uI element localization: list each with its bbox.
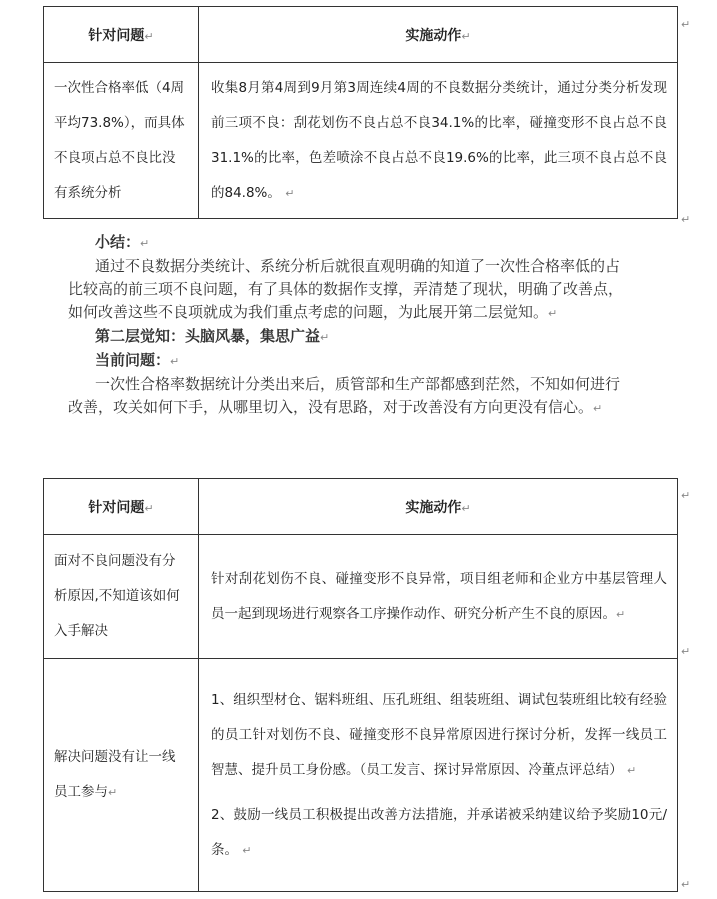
table1-header-problem: 针对问题↵ bbox=[44, 7, 199, 63]
summary-heading: 小结：↵ bbox=[95, 233, 150, 251]
problem-action-table-1 bbox=[43, 6, 678, 219]
end-of-row-mark: ↵ bbox=[681, 18, 691, 31]
summary-section bbox=[68, 231, 628, 420]
table1-header-action: 实施动作↵ bbox=[199, 7, 678, 63]
table2-header-action: 实施动作↵ bbox=[199, 479, 678, 535]
current-issue-body: 一次性合格率数据统计分类出来后，质管部和生产部都感到茫然，不知如何进行改善，攻关如何下手，从哪里切入，没有思路，对于改善没有方向更没有信心。↵ bbox=[68, 375, 621, 416]
table2-row1-action: 针对刮花划伤不良、碰撞变形不良异常，项目组老师和企业方中基层管理人员一起到现场进行观察各工序操作动作、研究分析产生不良的原因。↵ bbox=[199, 535, 678, 659]
end-of-row-mark: ↵ bbox=[681, 878, 691, 891]
table2-row2-action bbox=[199, 659, 678, 892]
end-of-row-mark: ↵ bbox=[681, 213, 691, 226]
table2-row2-action-item-2: 2、鼓励一线员工积极提出改善方法措施，并承诺被采纳建议给予奖励10元/条。 ↵ bbox=[211, 806, 667, 858]
table1-row1-problem: 一次性合格率低（4周平均73.8%），而具体不良项占总不良比没有系统分析 bbox=[44, 63, 199, 219]
table2-row2-problem: 解决问题没有让一线员工参与↵ bbox=[44, 659, 199, 892]
end-of-row-mark: ↵ bbox=[681, 645, 691, 658]
end-of-row-mark: ↵ bbox=[681, 489, 691, 502]
table2-row1-problem: 面对不良问题没有分析原因,不知道该如何入手解决 bbox=[44, 535, 199, 659]
current-issue-heading: 当前问题：↵ bbox=[95, 351, 180, 369]
second-level-heading: 第二层觉知：头脑风暴，集思广益↵ bbox=[95, 327, 330, 345]
table1-row1-action: 收集8月第4周到9月第3周连续4周的不良数据分类统计，通过分类分析发现前三项不良：刮花划伤不良占总不良34.1%的比率，碰撞变形不良占总不良31.1%的比率，色差喷涂不良占总不良19.6%的比率，此三项不良占总不良的84.8%。 ↵ bbox=[199, 63, 678, 219]
table2-header-problem: 针对问题↵ bbox=[44, 479, 199, 535]
summary-body: 通过不良数据分类统计、系统分析后就很直观明确的知道了一次性合格率低的占比较高的前三项不良问题，有了具体的数据作支撑，弄清楚了现状，明确了改善点，如何改善这些不良项就成为我们重点考虑的问题，为此展开第二层觉知。↵ bbox=[68, 257, 624, 321]
problem-action-table-2 bbox=[43, 478, 678, 892]
table2-row2-action-item-1: 1、组织型材仓、锯料班组、压孔班组、组装班组、调试包装班组比较有经验的员工针对划伤不良、碰撞变形不良异常原因进行探讨分析，发挥一线员工智慧、提升员工身份感。（员工发言、探讨异常原因、冷董点评总结） ↵ bbox=[211, 691, 667, 778]
